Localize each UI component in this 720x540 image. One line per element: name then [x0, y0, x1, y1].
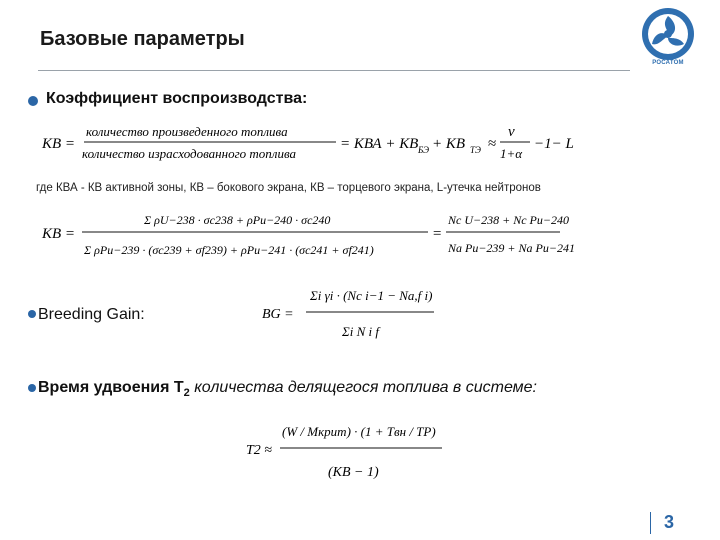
formula-kv-lhs: КВ =: [42, 136, 75, 152]
formula-t2-numerator: (W / Mкрит) · (1 + Tвн / TP): [282, 424, 436, 439]
formula-kv2-numerator: Σ ρU−238 · σc238 + ρPu−240 · σc240: [144, 213, 331, 227]
formula-kv-definition: [40, 120, 600, 166]
formula-kv2-rnum: Nc U−238 + Nc Pu−240: [448, 213, 569, 227]
formula-bg-numerator: Σi γi · (Nc i−1 − Na,f i): [310, 288, 433, 303]
section-heading-breeding-gain: Breeding Gain:: [38, 306, 145, 323]
formula-kv-nu: ν: [508, 124, 515, 140]
formula-kv-reaction-rates: [40, 206, 575, 266]
logo-wordmark: РОСАТОМ: [652, 60, 684, 66]
doubling-time-label: Время удвоения Т: [38, 379, 184, 396]
formula-kv-oneplusalpha: 1+α: [500, 146, 523, 161]
section-heading-kv: Коэффициент воспроизводства:: [46, 90, 308, 107]
formula-bg-denominator: Σi N i f: [342, 324, 379, 339]
formula-doubling-time: [246, 412, 446, 490]
bullet-icon: [28, 310, 36, 318]
formula-t2-denominator: (КВ − 1): [328, 465, 379, 480]
doubling-time-description: количества делящегося топлива в системе:: [189, 379, 537, 396]
formula-kv2-denominator: Σ ρPu−239 · (σc239 + σf239) + ρPu−241 · (σc241 + σf241): [84, 243, 374, 257]
title-divider: [38, 70, 630, 71]
formula-breeding-gain: [262, 280, 462, 348]
formula-kv-approx: ≈: [488, 136, 497, 152]
formula-kv-tail: −1− L: [534, 136, 574, 152]
rosatom-logo: [640, 6, 696, 72]
formula-kv-numerator: количество произведенного топлива: [86, 124, 288, 139]
formula-kv-sub-be: БЭ: [418, 145, 430, 155]
formula-kv-sub-te: ТЭ: [470, 145, 481, 155]
formula-kv2-rden: Na Pu−239 + Na Pu−241: [448, 241, 575, 255]
formula-kv-denominator: количество израсходованного топлива: [82, 146, 297, 161]
slide-title: Базовые параметры: [40, 28, 245, 50]
formula-kv-eq: = КВА + КВ: [340, 136, 419, 152]
formula-kv2-lhs: КВ =: [42, 226, 75, 242]
bullet-icon: [28, 96, 38, 106]
page-number-divider: [650, 512, 651, 534]
page-number: 3: [664, 512, 675, 532]
atom-logo-icon: [640, 6, 696, 62]
formula-kv2-eq: =: [432, 226, 443, 242]
formula-bg-lhs: BG =: [262, 307, 294, 322]
bullet-icon: [28, 384, 36, 392]
formula-explanation: где КВА - КВ активной зоны, КВ – бокового экрана, КВ – торцевого экрана, L-утечка нейтронов: [36, 182, 541, 194]
section-heading-doubling-time: [38, 379, 537, 399]
doubling-time-subscript: 2: [183, 387, 190, 400]
formula-kv-plus: + КВ: [432, 136, 465, 152]
formula-t2-lhs: T2 ≈: [246, 443, 272, 458]
